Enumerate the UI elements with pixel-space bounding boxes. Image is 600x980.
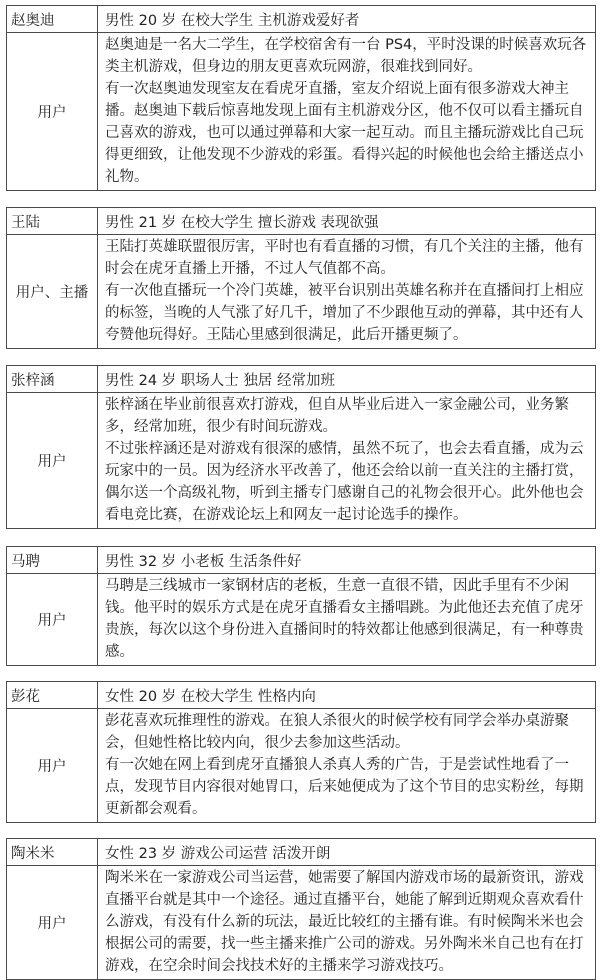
persona-role: 用户: [7, 709, 98, 822]
persona-name: 王陆: [7, 208, 98, 234]
persona-role: 用户: [7, 33, 98, 190]
persona-name: 张梓涵: [7, 366, 98, 392]
persona-table-zhang: [6, 365, 596, 529]
persona-table-peng: [6, 681, 596, 823]
persona-table-tao: [6, 838, 596, 980]
description-paragraph: 不过张梓涵还是对游戏有很深的感情，虽然不玩了，也会去看直播，成为云玩家中的一员。因为经济水平改善了，他还会给以前一直关注的主播打赏，偶尔送一个高级礼物，听到主播专门感谢自己的礼物会很开心。此外他也会看电竞比赛，在游戏论坛上和网友一起讨论选手的操作。: [105, 441, 584, 523]
description-paragraph: 王陆打英雄联盟很厉害，平时也有看直播的习惯，有几个关注的主播，他有时会在虎牙直播上开播，不过人气值都不高。: [105, 239, 584, 277]
persona-table-zhao: [6, 5, 596, 191]
persona-description: [98, 574, 595, 665]
persona-role: 用户、主播: [7, 235, 98, 348]
persona-summary: 女性 20 岁 在校大学生 性格内向: [105, 688, 316, 705]
persona-table-wang: [6, 207, 596, 349]
persona-role: 用户: [7, 393, 98, 528]
persona-summary: 女性 23 岁 游戏公司运营 活泼开朗: [105, 845, 331, 862]
description-paragraph: 马聘是三线城市一家钢材店的老板，生意一直很不错，因此手里有不少闲钱。他平时的娱乐方式是在虎牙直播看女主播唱跳。为此他还去充值了虎牙贵族，每次以这个身份进入直播间时的特效都让他感到很满足，有一种尊贵感。: [105, 578, 584, 660]
persona-name: 赵奥迪: [7, 6, 98, 32]
persona-role: 用户: [7, 866, 98, 979]
persona-summary: 男性 20 岁 在校大学生 主机游戏爱好者: [105, 12, 360, 29]
persona-description: [98, 709, 595, 822]
persona-summary: 男性 24 岁 职场人士 独居 经常加班: [105, 372, 335, 389]
persona-description: [98, 235, 595, 348]
description-paragraph: 张梓涵在毕业前很喜欢打游戏，但自从毕业后进入一家金融公司，业务繁多，经常加班，很少有时间玩游戏。: [105, 397, 569, 435]
description-paragraph: 有一次赵奥迪发现室友在看虎牙直播，室友介绍说上面有很多游戏大神主播。赵奥迪下载后惊喜地发现上面有主机游戏分区，他不仅可以看主播玩自己喜欢的游戏，也可以通过弹幕和大家一起互动。而且主播玩游戏比自己玩得更细致，让他发现不少游戏的彩蛋。看得兴起的时候他也会给主播送点小礼物。: [105, 81, 584, 185]
description-paragraph: 赵奥迪是一名大二学生，在学校宿舍有一台 PS4，平时没课的时候喜欢玩各类主机游戏，但身边的朋友更喜欢玩网游，很难找到同好。: [105, 37, 587, 75]
persona-summary: 男性 21 岁 在校大学生 擅长游戏 表现欲强: [105, 214, 379, 231]
persona-table-ma: [6, 546, 596, 666]
persona-description: [98, 33, 595, 190]
persona-role: 用户: [7, 574, 98, 665]
description-paragraph: 有一次他直播玩一个冷门英雄，被平台识别出英雄名称并在直播间打上相应的标签，当晚的人气涨了好几千，增加了不少跟他互动的弹幕，其中还有人夸赞他玩得好。王陆心里感到很满足，此后开播更频了。: [105, 283, 584, 343]
persona-description: [98, 393, 595, 528]
persona-name: 马聘: [7, 547, 98, 573]
persona-name: 彭花: [7, 682, 98, 708]
description-paragraph: 有一次她在网上看到虎牙直播狼人杀真人秀的广告，于是尝试性地看了一点，发现节目内容很对她胃口，后来她便成为了这个节目的忠实粉丝，每期更新都会观看。: [105, 757, 584, 817]
persona-name: 陶米米: [7, 839, 98, 865]
persona-description: [98, 866, 595, 979]
description-paragraph: 彭花喜欢玩推理性的游戏。在狼人杀很火的时候学校有同学会举办桌游聚会，但她性格比较内向，很少去参加这些活动。: [105, 713, 569, 751]
description-paragraph: 陶米米在一家游戏公司当运营，她需要了解国内游戏市场的最新资讯，游戏直播平台就是其中一个途径。通过直播平台，她能了解到近期观众喜欢看什么游戏，有没有什么新的玩法，最近比较红的主播有谁。有时候陶米米也会根据公司的需要，找一些主播来推广公司的游戏。另外陶米米自己也有在打游戏，在空余时间会找技术好的主播来学习游戏技巧。: [105, 870, 584, 974]
persona-summary: 男性 32 岁 小老板 生活条件好: [105, 553, 302, 570]
